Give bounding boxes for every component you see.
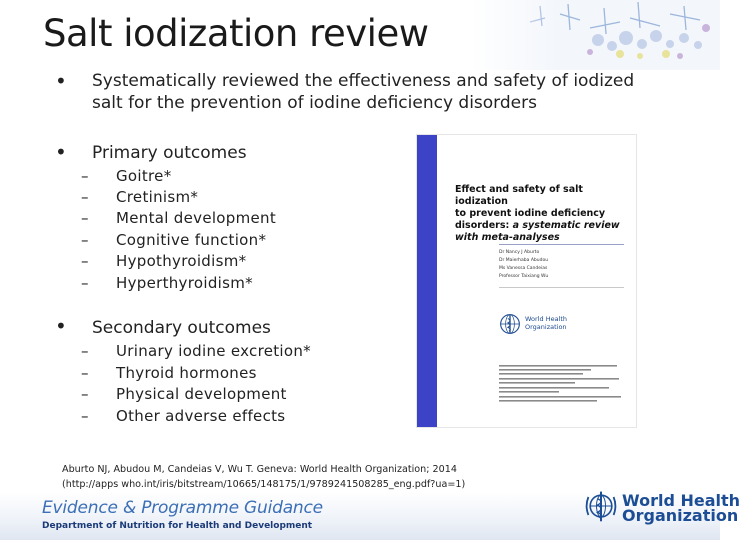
dash-glyph: – <box>81 252 89 270</box>
dash-glyph: – <box>81 342 89 360</box>
primary-outcome-label: Goitre* <box>116 167 172 185</box>
dash-glyph: – <box>81 274 89 292</box>
primary-outcome-label: Mental development <box>116 209 277 227</box>
dash-glyph: – <box>81 231 89 249</box>
who-logo-icon <box>583 488 619 524</box>
report-cover-image <box>417 135 636 427</box>
dash-glyph: – <box>81 188 89 206</box>
secondary-outcome-label: Physical development <box>116 385 287 403</box>
dash-glyph: – <box>81 407 89 425</box>
cover-title-plain: disorders: <box>455 220 513 231</box>
cover-author: Ms Vanessa Candeias <box>499 266 548 271</box>
cover-title-italic: a systematic review <box>512 220 620 231</box>
secondary-outcome-label: Other adverse effects <box>116 407 286 425</box>
who-emblem-icon <box>499 313 521 335</box>
footer-guidance-title: Evidence & Programme Guidance <box>42 498 323 518</box>
cover-author: Dr Nancy J Aburto <box>499 250 540 255</box>
cover-accent-stripe <box>417 135 437 427</box>
bullet-2-text: Primary outcomes <box>92 143 247 163</box>
cover-logo-text <box>525 315 567 331</box>
citation <box>62 462 465 492</box>
bullet-1-text-line2: salt for the prevention of iodine deficiency disorders <box>92 93 537 113</box>
cover-authors <box>499 249 548 281</box>
cover-title-line <box>455 220 625 232</box>
cover-logo-line: Organization <box>525 323 567 331</box>
citation-line: Aburto NJ, Abudou M, Candeias V, Wu T. Geneva: World Health Organization; 2014 <box>62 464 457 475</box>
citation-url: (http://apps who.int/iris/bitstream/10665/148175/1/9789241508285_eng.pdf?ua=1) <box>62 479 466 490</box>
who-logo-text <box>622 493 740 523</box>
cover-logo-line: World Health <box>525 315 568 323</box>
bullet-glyph: • <box>55 314 67 338</box>
cover-title-line: to prevent iodine deficiency <box>455 208 606 219</box>
dash-glyph: – <box>81 385 89 403</box>
dash-glyph: – <box>81 209 89 227</box>
bullet-3-text: Secondary outcomes <box>92 318 271 338</box>
cover-title-line: with meta-analyses <box>455 232 560 243</box>
who-logo-line: World Health <box>622 491 740 510</box>
secondary-outcome-label: Urinary iodine excretion* <box>116 342 311 360</box>
secondary-outcome-label: Thyroid hormones <box>116 364 257 382</box>
who-logo-line: Organization <box>622 506 739 525</box>
primary-outcome-label: Hyperthyroidism* <box>116 274 253 292</box>
footer-department: Department of Nutrition for Health and Development <box>42 521 313 531</box>
dash-glyph: – <box>81 167 89 185</box>
cover-title <box>455 184 625 244</box>
footer-guidance <box>42 498 323 518</box>
cover-affiliation-notes <box>499 365 629 405</box>
header-decoration <box>470 0 720 70</box>
dash-glyph: – <box>81 364 89 382</box>
primary-outcome-label: Cretinism* <box>116 188 199 206</box>
primary-outcome-label: Hypothyroidism* <box>116 252 247 270</box>
cover-author: Professor Taixiang Wu <box>499 274 549 279</box>
bullet-glyph: • <box>55 140 67 164</box>
slide-title: Salt iodization review <box>43 12 429 55</box>
cover-divider <box>499 244 624 245</box>
bullet-1-text-line1: Systematically reviewed the effectiveness and safety of iodized <box>92 71 635 91</box>
primary-outcome-label: Cognitive function* <box>116 231 267 249</box>
cover-title-line: Effect and safety of salt iodization <box>455 184 583 207</box>
cover-divider <box>499 287 624 288</box>
bullet-glyph: • <box>55 69 67 93</box>
cover-author: Dr Maierhaba Abudou <box>499 258 549 263</box>
